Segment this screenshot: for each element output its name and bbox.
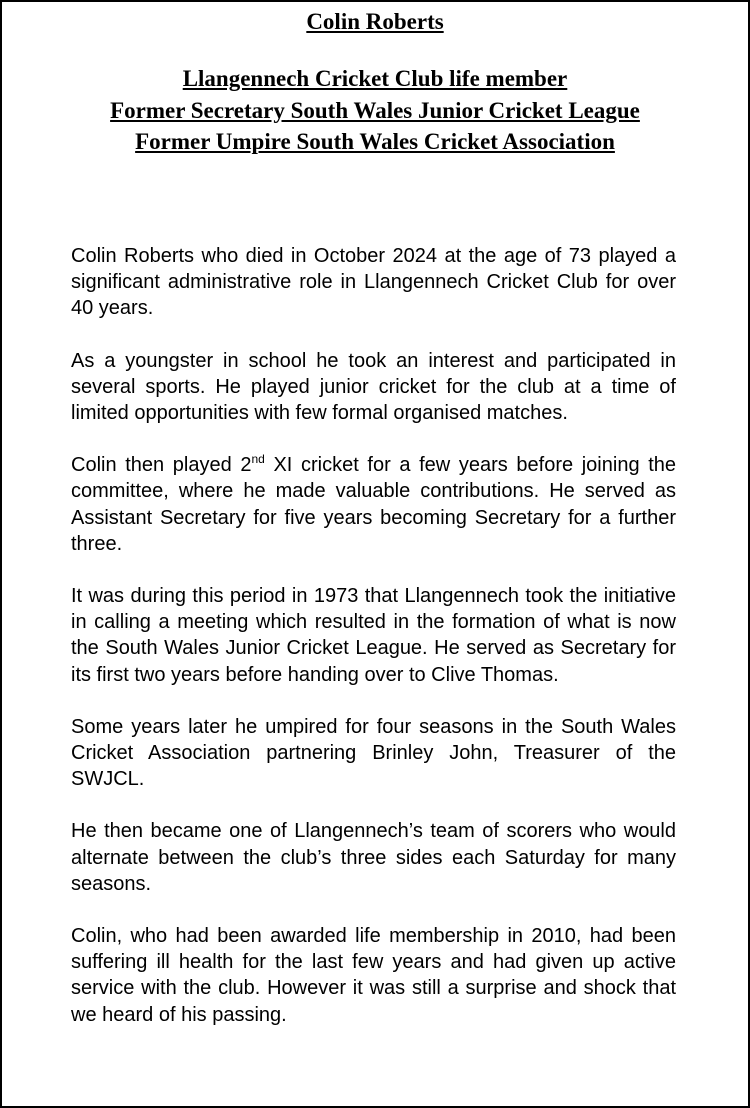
- role-former-umpire: Former Umpire South Wales Cricket Association: [135, 129, 615, 154]
- paragraph-league-formation: It was during this period in 1973 that Llangennech took the initiative in calling a meeting which resulted in the formation of what is now the South Wales Junior Cricket League. He served as Secretary for its first two years before handing over to Clive Thomas.: [71, 585, 676, 686]
- ordinal-superscript: nd: [251, 452, 265, 467]
- paragraph-umpiring: Some years later he umpired for four seasons in the South Wales Cricket Association partnering Brinley John, Treasurer of the SWJCL.: [71, 715, 676, 791]
- roles-block: [40, 63, 710, 158]
- title-block: [0, 6, 750, 38]
- paragraph-committee-rest: XI cricket for a few years before joining the committee, where he made valuable contributions. He served as Assistant Secretary for five years becoming Secretary for a further three.: [71, 454, 676, 555]
- page-title: Colin Roberts: [306, 9, 444, 34]
- paragraph-committee-start: Colin then played 2: [71, 454, 252, 477]
- role-life-member: Llangennech Cricket Club life member: [182, 66, 568, 91]
- obituary-body: [71, 243, 676, 1028]
- paragraph-intro: Colin Roberts who died in October 2024 at the age of 73 played a significant administrative role in Llangennech Cricket Club for over 40 years.: [71, 245, 676, 320]
- paragraph-scoring: He then became one of Llangennech’s team of scorers who would alternate between the club’s three sides each Saturday for many seasons.: [71, 820, 676, 895]
- paragraph-committee: [71, 452, 676, 557]
- paragraph-closing: Colin, who had been awarded life membership in 2010, had been suffering ill health for the last few years and had given up active service with the club. However it was still a surprise and shock that we heard of his passing.: [71, 925, 676, 1026]
- paragraph-youth: As a youngster in school he took an interest and participated in several sports. He played junior cricket for the club at a time of limited opportunities with few formal organised matches.: [71, 349, 676, 425]
- role-former-secretary: Former Secretary South Wales Junior Cricket League: [110, 97, 640, 123]
